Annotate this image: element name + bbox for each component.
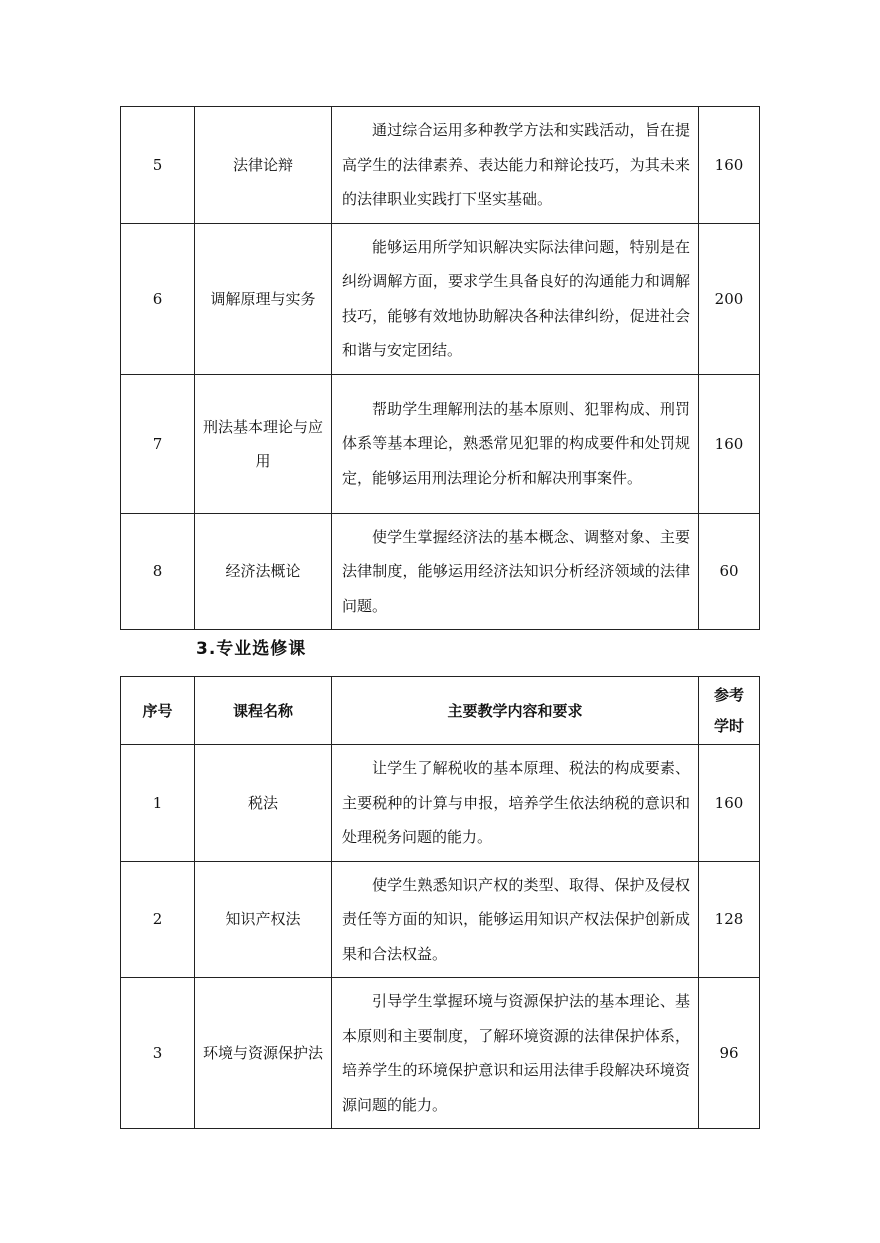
course-description: 使学生掌握经济法的基本概念、调整对象、主要法律制度，能够运用经济法知识分析经济领域的法律问题。	[332, 513, 699, 630]
course-hours: 96	[699, 978, 760, 1129]
header-hours	[699, 677, 760, 745]
course-hours: 128	[699, 861, 760, 978]
header-course-name: 课程名称	[195, 677, 332, 745]
course-description: 能够运用所学知识解决实际法律问题，特别是在纠纷调解方面，要求学生具备良好的沟通能力和调解技巧，能够有效地协助解决各种法律纠纷，促进社会和谐与安定团结。	[332, 223, 699, 374]
table-row	[121, 513, 760, 630]
course-number: 8	[121, 513, 195, 630]
course-name: 调解原理与实务	[195, 223, 332, 374]
header-hours-line2: 学时	[713, 716, 744, 735]
header-number: 序号	[121, 677, 195, 745]
section-heading: 3.专业选修课	[196, 639, 307, 659]
course-number: 7	[121, 374, 195, 513]
header-description: 主要教学内容和要求	[332, 677, 699, 745]
elective-course-table	[120, 676, 760, 1129]
course-hours: 60	[699, 513, 760, 630]
course-name: 知识产权法	[195, 861, 332, 978]
course-number: 1	[121, 745, 195, 862]
course-number: 5	[121, 107, 195, 224]
table-row	[121, 861, 760, 978]
table-row	[121, 107, 760, 224]
course-number: 6	[121, 223, 195, 374]
table-row	[121, 978, 760, 1129]
table-row	[121, 374, 760, 513]
course-description: 让学生了解税收的基本原理、税法的构成要素、主要税种的计算与申报，培养学生依法纳税的意识和处理税务问题的能力。	[332, 745, 699, 862]
course-name: 经济法概论	[195, 513, 332, 630]
course-number: 2	[121, 861, 195, 978]
course-description: 使学生熟悉知识产权的类型、取得、保护及侵权责任等方面的知识，能够运用知识产权法保护创新成果和合法权益。	[332, 861, 699, 978]
course-hours: 160	[699, 745, 760, 862]
course-name: 法律论辩	[195, 107, 332, 224]
course-number: 3	[121, 978, 195, 1129]
course-hours: 200	[699, 223, 760, 374]
header-hours-line1: 参考	[713, 685, 744, 704]
course-name: 环境与资源保护法	[195, 978, 332, 1129]
course-name: 税法	[195, 745, 332, 862]
core-course-table-continued	[120, 106, 760, 630]
course-hours: 160	[699, 374, 760, 513]
course-description: 通过综合运用多种教学方法和实践活动，旨在提高学生的法律素养、表达能力和辩论技巧，为其未来的法律职业实践打下坚实基础。	[332, 107, 699, 224]
course-name: 刑法基本理论与应用	[195, 374, 332, 513]
course-hours: 160	[699, 107, 760, 224]
table-header-row	[121, 677, 760, 745]
course-description: 帮助学生理解刑法的基本原则、犯罪构成、刑罚体系等基本理论，熟悉常见犯罪的构成要件和处罚规定，能够运用刑法理论分析和解决刑事案件。	[332, 374, 699, 513]
table-row	[121, 745, 760, 862]
table-row	[121, 223, 760, 374]
course-description: 引导学生掌握环境与资源保护法的基本理论、基本原则和主要制度，了解环境资源的法律保护体系，培养学生的环境保护意识和运用法律手段解决环境资源问题的能力。	[332, 978, 699, 1129]
